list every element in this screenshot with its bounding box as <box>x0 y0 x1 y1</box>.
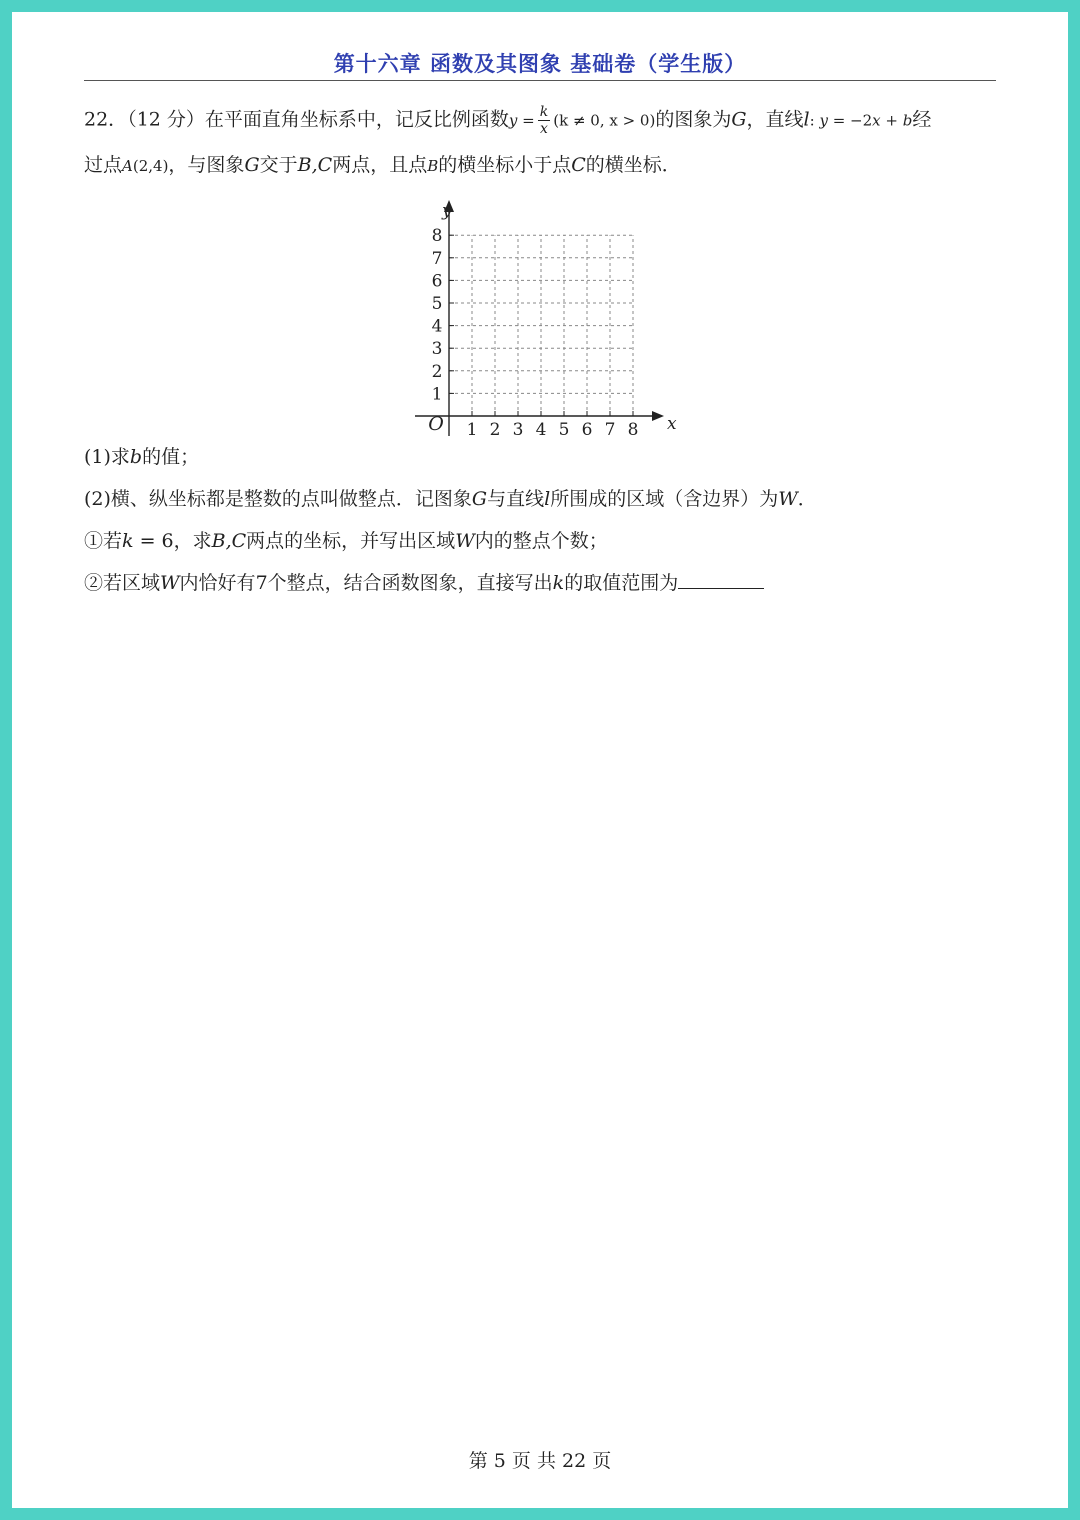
x-axis-label: x <box>667 414 677 434</box>
math-var: l <box>544 488 551 510</box>
x-tick-label: 1 <box>466 420 478 440</box>
y-tick-label: 2 <box>431 361 443 382</box>
problem-text: ，与图象 <box>168 154 245 176</box>
question-text: 的值； <box>142 446 200 468</box>
question-2-part-1 <box>84 526 1004 553</box>
x-axis-arrow <box>652 411 664 421</box>
math-var: y <box>819 111 828 130</box>
problem-text: ，直线 <box>746 108 804 131</box>
math-var: x <box>872 111 881 130</box>
question-2 <box>84 484 1004 511</box>
problem-text: 两点，且点 <box>332 154 428 176</box>
math-var: G <box>731 108 747 131</box>
question-text: ． <box>797 488 817 510</box>
question-text: 与直线 <box>487 488 545 510</box>
problem-text: 经 <box>912 108 932 131</box>
page-header-title: 第十六章 函数及其图象 基础卷（学生版） <box>333 51 747 76</box>
x-tick-label: 5 <box>558 420 570 440</box>
math-var: G <box>471 488 488 510</box>
problem-text: 的横坐标小于点 <box>438 154 572 176</box>
y-tick-label: 5 <box>431 294 443 314</box>
math-var: B,C <box>211 530 247 552</box>
problem-text: 的图象为 <box>655 108 732 131</box>
document-page <box>12 12 1068 1508</box>
problem-text: 交于 <box>259 154 298 176</box>
math-var: k <box>552 572 565 594</box>
point-coords: (2,4) <box>132 157 169 175</box>
math-var: b <box>902 111 913 130</box>
math-op: : <box>809 111 820 130</box>
fraction-numerator: k <box>539 104 549 120</box>
math-var: A <box>122 157 133 175</box>
math-var: y <box>508 111 518 130</box>
y-tick-label: 4 <box>431 316 443 337</box>
fraction-k-over-x <box>538 104 550 137</box>
x-tick-label: 7 <box>604 420 616 440</box>
question-text: 的取值范围为 <box>564 572 679 594</box>
math-var: W <box>455 530 475 552</box>
fraction-denominator: x <box>540 121 548 137</box>
grid-lines <box>449 235 633 416</box>
math-var: C <box>571 154 586 176</box>
math-var: b <box>129 446 143 468</box>
x-tick-label: 8 <box>627 420 639 440</box>
math-var: l <box>803 108 810 131</box>
y-tick-label: 8 <box>431 226 443 247</box>
y-tick-label: 7 <box>431 248 443 269</box>
math-var: G <box>244 154 260 176</box>
problem-line-2 <box>84 150 1004 177</box>
y-tick-label: 6 <box>431 271 443 292</box>
question-text: 两点的坐标，并写出区域 <box>246 530 456 552</box>
question-2-part-2 <box>84 568 1004 595</box>
question-text: ②若区域 <box>84 572 161 594</box>
math-op: = <box>517 111 535 130</box>
problem-text: 过点 <box>84 154 123 176</box>
math-op: + <box>880 111 903 130</box>
question-text: (2)横、纵坐标都是整数的点叫做整点．记图象 <box>84 488 472 510</box>
y-tick-label: 3 <box>431 339 443 360</box>
y-axis-label: y <box>442 201 452 221</box>
problem-number: 22． <box>84 108 128 131</box>
origin-label: O <box>428 413 444 435</box>
page-footer: 第 5 页 共 22 页 <box>468 1450 612 1472</box>
problem-text: 在平面直角坐标系中，记反比例函数 <box>204 108 509 131</box>
x-tick-label: 3 <box>512 420 524 440</box>
math-number: 7 <box>255 572 268 594</box>
problem-score: （12 分） <box>127 108 205 131</box>
y-tick-labels <box>432 226 443 404</box>
y-tick-label: 1 <box>431 384 443 405</box>
x-tick-label: 4 <box>535 420 547 440</box>
math-op: = −2 <box>827 111 873 130</box>
x-tick-label: 2 <box>489 420 501 440</box>
question-text: ①若 <box>84 530 123 552</box>
question-text: 所围成的区域（含边界）为 <box>550 488 779 510</box>
question-text: 内恰好有 <box>179 572 256 594</box>
problem-line-1 <box>84 104 1004 137</box>
function-condition: (k ≠ 0, x > 0) <box>553 111 656 130</box>
math-var: W <box>160 572 180 594</box>
math-var: k <box>122 530 134 552</box>
x-tick-labels <box>467 420 639 440</box>
question-text: (1)求 <box>84 446 130 468</box>
header-divider <box>84 80 996 81</box>
math-op: = 6，求 <box>133 530 212 552</box>
problem-text: 的横坐标． <box>585 154 681 176</box>
question-1 <box>84 442 1004 469</box>
math-var: W <box>778 488 798 510</box>
math-var: B <box>427 157 439 175</box>
x-tick-label: 6 <box>581 420 593 440</box>
question-text: 个整点，结合函数图象，直接写出 <box>267 572 553 594</box>
answer-blank[interactable] <box>678 571 764 589</box>
coordinate-grid <box>412 196 677 440</box>
math-var: B,C <box>297 154 333 176</box>
question-text: 内的整点个数； <box>474 530 608 552</box>
